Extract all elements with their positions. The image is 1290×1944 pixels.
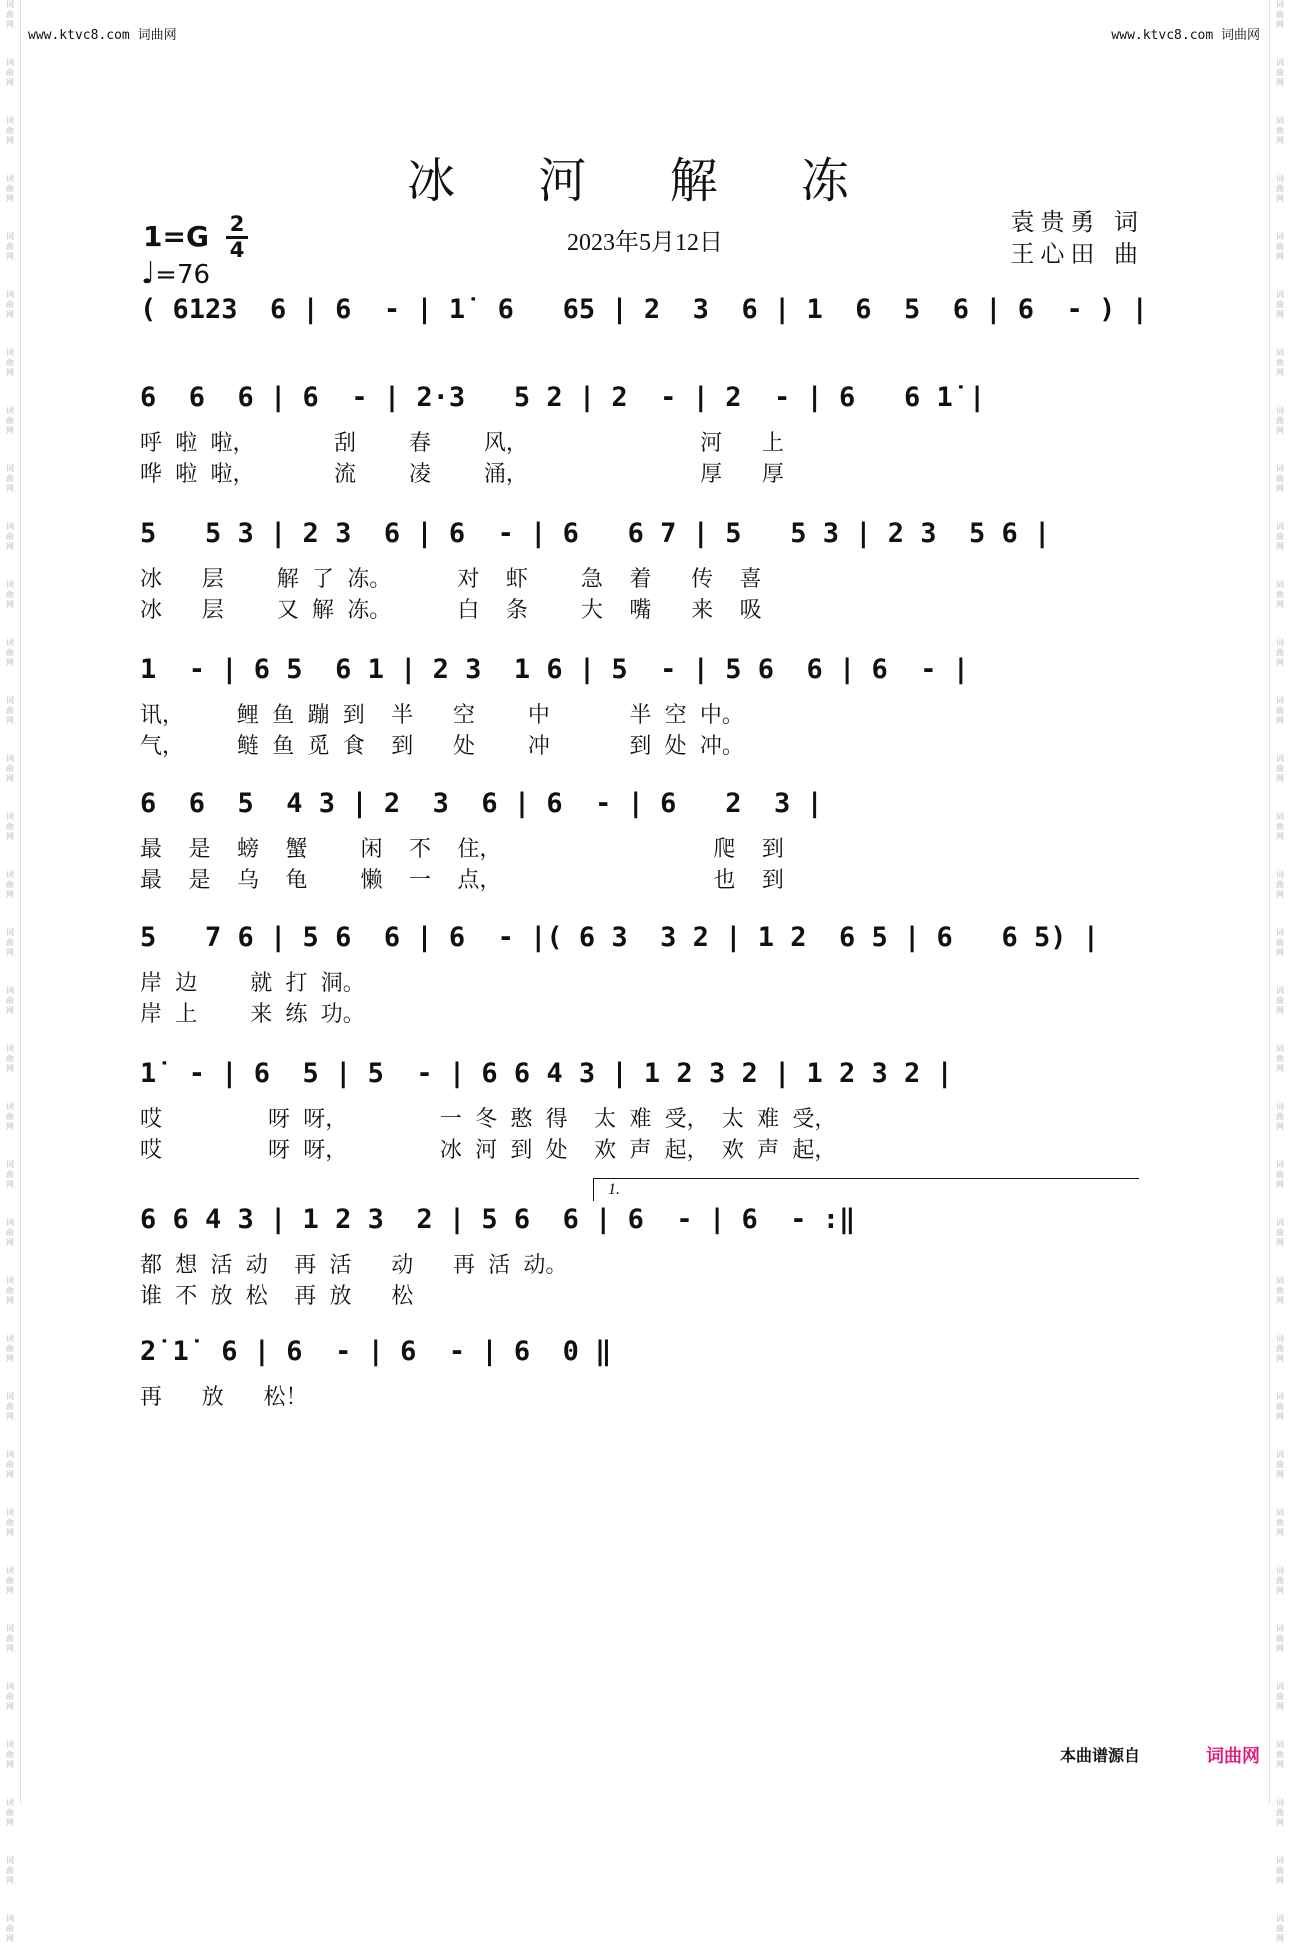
side-watermark-text: 词曲网 — [6, 986, 14, 1015]
side-watermark-text: 词曲网 — [6, 0, 14, 29]
lyric-line: 都 想 活 动 再 活 动 再 活 动。 — [140, 1253, 568, 1278]
side-watermark-text: 词曲网 — [1276, 1102, 1284, 1131]
side-watermark-text: 词曲网 — [6, 1508, 14, 1537]
score-system — [140, 788, 1150, 894]
score-system — [140, 1336, 1150, 1411]
notation-line: 5 7 6 | 5 6 6 | 6 - |( 6 3 3 2 | 1 2 6 5 | 6 6 5) | — [140, 922, 1100, 953]
side-watermark-text: 词曲网 — [6, 1566, 14, 1595]
side-watermark-text: 词曲网 — [6, 1334, 14, 1363]
side-watermark-text: 词曲网 — [1276, 1334, 1284, 1363]
lyric-line: 最 是 乌 龟 懒 一 点， 也 到 — [140, 868, 784, 893]
side-watermark-text: 词曲网 — [6, 290, 14, 319]
tempo-marking — [141, 256, 210, 291]
score-system — [140, 654, 1150, 760]
score-system — [140, 1058, 1150, 1164]
lyric-line: 哎 呀 呀， 冰 河 到 处 欢 声 起， 欢 声 起， — [140, 1138, 837, 1163]
side-watermark-text: 词曲网 — [6, 1160, 14, 1189]
credits — [1010, 206, 1144, 270]
side-watermark-text: 词曲网 — [6, 58, 14, 87]
lyric-line: 冰 层 解 了 冻。 对 虾 急 着 传 喜 — [140, 567, 762, 592]
side-watermark-text: 词曲网 — [1276, 870, 1284, 899]
side-watermark-text: 词曲网 — [1276, 1044, 1284, 1073]
side-watermark-text: 词曲网 — [1276, 1508, 1284, 1537]
lyric-line: 谁 不 放 松 再 放 松 — [140, 1284, 414, 1309]
notation-line: 6 6 4 3 | 1 2 3 2 | 5 6 6 | 6 - | 6 - :‖ — [140, 1204, 856, 1235]
side-watermark-text: 词曲网 — [1276, 754, 1284, 783]
side-watermark-text: 词曲网 — [1276, 1740, 1284, 1769]
notation-line: 1 - | 6 5 6 1 | 2 3 1 6 | 5 - | 5 6 6 | 6 - | — [140, 654, 970, 685]
side-watermark-text: 词曲网 — [1276, 406, 1284, 435]
side-watermark-text: 词曲网 — [6, 1218, 14, 1247]
side-watermark-text: 词曲网 — [6, 464, 14, 493]
side-watermark-text: 词曲网 — [6, 928, 14, 957]
right-watermark-strip — [1269, 0, 1290, 1943]
side-watermark-text: 词曲网 — [6, 1682, 14, 1711]
song-title: 冰 河 解 冻 — [407, 153, 883, 209]
side-watermark-text: 词曲网 — [6, 696, 14, 725]
side-watermark-text: 词曲网 — [1276, 580, 1284, 609]
source-label: 本曲谱源自 — [1059, 1746, 1140, 1765]
side-watermark-text: 词曲网 — [1276, 1682, 1284, 1711]
side-watermark-text: 词曲网 — [1276, 1160, 1284, 1189]
composer-credit: 王心田 曲 — [1010, 240, 1144, 268]
side-watermark-text: 词曲网 — [1276, 58, 1284, 87]
side-watermark-text: 词曲网 — [1276, 1566, 1284, 1595]
watermark-url-left[interactable]: www.ktvc8.com 词曲网 — [28, 28, 177, 43]
source-brand-logo[interactable]: 词曲网 — [1206, 1746, 1260, 1767]
side-watermark-text: 词曲网 — [6, 348, 14, 377]
tempo-value: =76 — [155, 260, 211, 290]
side-watermark-text: 词曲网 — [1276, 0, 1284, 29]
lyric-line: 讯， 鲤 鱼 蹦 到 半 空 中 半 空 中。 — [140, 703, 744, 728]
lyric-line: 气， 鲢 鱼 觅 食 到 处 冲 到 处 冲。 — [140, 734, 744, 759]
notation-line: 1̇ - | 6 5 | 5 - | 6 6 4 3 | 1 2 3 2 | 1 2 3 2 | — [140, 1058, 953, 1089]
score-system — [140, 382, 1150, 488]
lyric-line: 呼 啦 啦， 刮 春 风， 河 上 — [140, 431, 784, 456]
side-watermark-text: 词曲网 — [6, 1914, 14, 1943]
side-watermark-text: 词曲网 — [1276, 1856, 1284, 1885]
side-watermark-text: 词曲网 — [1276, 522, 1284, 551]
side-watermark-text: 词曲网 — [6, 870, 14, 899]
side-watermark-text: 词曲网 — [1276, 1624, 1284, 1653]
score-system — [140, 294, 1150, 338]
side-watermark-text: 词曲网 — [1276, 986, 1284, 1015]
side-watermark-text: 词曲网 — [6, 1392, 14, 1421]
lyric-line: 再 放 松！ — [140, 1385, 308, 1410]
side-watermark-text: 词曲网 — [6, 232, 14, 261]
side-watermark-text: 词曲网 — [6, 406, 14, 435]
lyric-line: 岸 上 来 练 功。 — [140, 1002, 365, 1027]
side-watermark-text: 词曲网 — [6, 522, 14, 551]
composition-date: 2023年5月12日 — [567, 230, 723, 256]
notation-line: 2̇ 1̇ 6 | 6 - | 6 - | 6 0 ‖ — [140, 1336, 612, 1367]
volta-label: 1. — [608, 1181, 620, 1198]
watermark-url-right[interactable]: www.ktvc8.com 词曲网 — [1111, 28, 1260, 43]
side-watermark-text: 词曲网 — [6, 1740, 14, 1769]
side-watermark-text: 词曲网 — [6, 1624, 14, 1653]
side-watermark-text: 词曲网 — [1276, 1218, 1284, 1247]
lyric-line: 冰 层 又 解 冻。 白 条 大 嘴 来 吸 — [140, 598, 762, 623]
lyric-line: 岸 边 就 打 洞。 — [140, 971, 365, 996]
side-watermark-text: 词曲网 — [6, 116, 14, 145]
side-watermark-text: 词曲网 — [1276, 638, 1284, 667]
meter-denominator: 4 — [229, 238, 245, 262]
side-watermark-text: 词曲网 — [1276, 928, 1284, 957]
side-watermark-text: 词曲网 — [1276, 116, 1284, 145]
side-watermark-text: 词曲网 — [1276, 1914, 1284, 1943]
side-watermark-text: 词曲网 — [1276, 1798, 1284, 1827]
volta-bracket — [593, 1178, 1139, 1201]
side-watermark-text: 词曲网 — [6, 1856, 14, 1885]
notation-line: 6 6 5 4 3 | 2 3 6 | 6 - | 6 2 3 | — [140, 788, 823, 819]
meter-numerator: 2 — [226, 214, 248, 239]
side-watermark-text: 词曲网 — [1276, 464, 1284, 493]
lyric-line: 哎 呀 呀， 一 冬 憨 得 太 难 受， 太 难 受， — [140, 1107, 837, 1132]
side-watermark-text: 词曲网 — [6, 1450, 14, 1479]
score-system — [140, 922, 1150, 1028]
score-system — [140, 518, 1150, 624]
side-watermark-text: 词曲网 — [6, 754, 14, 783]
side-watermark-text: 词曲网 — [6, 1044, 14, 1073]
notation-line: ( 6123 6 | 6 - | 1̇ 6 65 | 2 3 6 | 1 6 5 6 | 6 - ) | — [140, 294, 1148, 325]
side-watermark-text: 词曲网 — [6, 1798, 14, 1827]
lyric-line: 最 是 螃 蟹 闲 不 住， 爬 到 — [140, 837, 784, 862]
side-watermark-text: 词曲网 — [6, 1102, 14, 1131]
side-watermark-text: 词曲网 — [1276, 290, 1284, 319]
side-watermark-text: 词曲网 — [6, 638, 14, 667]
notation-line: 5 5 3 | 2 3 6 | 6 - | 6 6 7 | 5 5 3 | 2 3 5 6 | — [140, 518, 1051, 549]
side-watermark-text: 词曲网 — [6, 580, 14, 609]
lyricist-credit: 袁贵勇 词 — [1010, 208, 1144, 236]
side-watermark-text: 词曲网 — [1276, 1450, 1284, 1479]
side-watermark-text: 词曲网 — [1276, 1392, 1284, 1421]
quarter-note-icon: ♩ — [141, 256, 156, 291]
side-watermark-text: 词曲网 — [6, 1276, 14, 1305]
side-watermark-text: 词曲网 — [1276, 174, 1284, 203]
side-watermark-text: 词曲网 — [6, 174, 14, 203]
notation-line: 6 6 6 | 6 - | 2·3 5 2 | 2 - | 2 - | 6 6 1̇ | — [140, 382, 986, 413]
side-watermark-text: 词曲网 — [1276, 812, 1284, 841]
side-watermark-text: 词曲网 — [1276, 232, 1284, 261]
lyric-line: 哗 啦 啦， 流 凌 涌， 厚 厚 — [140, 462, 784, 487]
side-watermark-text: 词曲网 — [1276, 1276, 1284, 1305]
side-watermark-text: 词曲网 — [6, 812, 14, 841]
score-system — [140, 1181, 1150, 1310]
key-signature: 1=G — [143, 220, 209, 253]
side-watermark-text: 词曲网 — [1276, 348, 1284, 377]
left-watermark-strip — [0, 0, 21, 1943]
side-watermark-text: 词曲网 — [1276, 696, 1284, 725]
